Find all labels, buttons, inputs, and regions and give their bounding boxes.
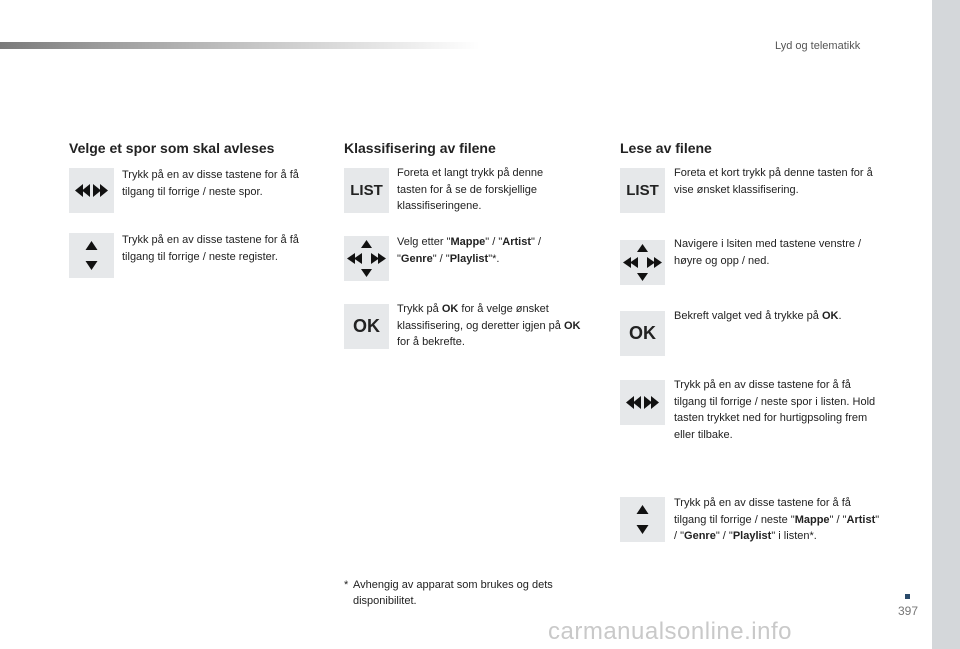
item-description: Trykk på en av disse tastene for å få tilgang til forrige / neste spor i listen. Hold tasten trykket ned for hurtigpsoling frem eller tilbake. xyxy=(674,379,876,441)
right-margin-band xyxy=(932,0,960,649)
item-description: Trykk på en av disse tastene for å få tilgang til forrige / neste "Mappe" / "Artist" / "Genre" / "Playlist" i listen*. xyxy=(674,497,880,542)
list-button-label: LIST xyxy=(350,182,383,199)
up-down-arrows-icon xyxy=(69,233,114,278)
prev-next-track-icon xyxy=(620,380,665,425)
footnote-marker: * xyxy=(344,579,349,591)
page-marker-square xyxy=(905,594,910,599)
header-gradient-bar xyxy=(0,42,480,49)
ok-button-icon xyxy=(620,311,665,356)
section-title: Lyd og telematikk xyxy=(775,40,861,52)
heading-read-files: Lese av filene xyxy=(620,140,712,156)
item-description: Trykk på en av disse tastene for å få tilgang til forrige / neste spor. xyxy=(122,169,299,198)
item-description: Foreta et kort trykk på denne tasten for å vise ønsket klassifisering. xyxy=(674,167,873,196)
item-description: Bekreft valget ved å trykke på OK. xyxy=(674,310,842,322)
footnote xyxy=(344,577,594,609)
four-way-arrows-icon xyxy=(620,240,665,285)
item-description: Navigere i lsiten med tastene venstre / høyre og opp / ned. xyxy=(674,238,862,267)
prev-next-track-icon xyxy=(69,168,114,213)
item-description: Foreta et langt trykk på denne tasten for å se de forskjellige klassifiseringene. xyxy=(397,167,544,212)
item-description: Trykk på en av disse tastene for å få tilgang til forrige / neste register. xyxy=(122,234,299,263)
up-down-arrows-icon xyxy=(620,497,665,542)
list-button-icon xyxy=(620,168,665,213)
heading-classification: Klassifisering av filene xyxy=(344,140,496,156)
heading-select-track: Velge et spor som skal avleses xyxy=(69,140,275,156)
four-way-arrows-icon xyxy=(344,236,389,281)
item-description: Velg etter "Mappe" / "Artist" / "Genre" / "Playlist"*. xyxy=(397,236,542,265)
footnote-text: Avhengig av apparat som brukes og dets disponibilitet. xyxy=(353,579,553,607)
list-button-label: LIST xyxy=(626,182,659,199)
ok-button-label: OK xyxy=(353,316,380,336)
ok-button-icon xyxy=(344,304,389,349)
list-button-icon xyxy=(344,168,389,213)
ok-button-label: OK xyxy=(629,323,656,343)
item-description: Trykk på OK for å velge ønsket klassifisering, og deretter igjen på OK for å bekrefte. xyxy=(397,303,581,348)
page-number: 397 xyxy=(898,604,919,618)
watermark[interactable]: carmanualsonline.info xyxy=(548,618,792,645)
